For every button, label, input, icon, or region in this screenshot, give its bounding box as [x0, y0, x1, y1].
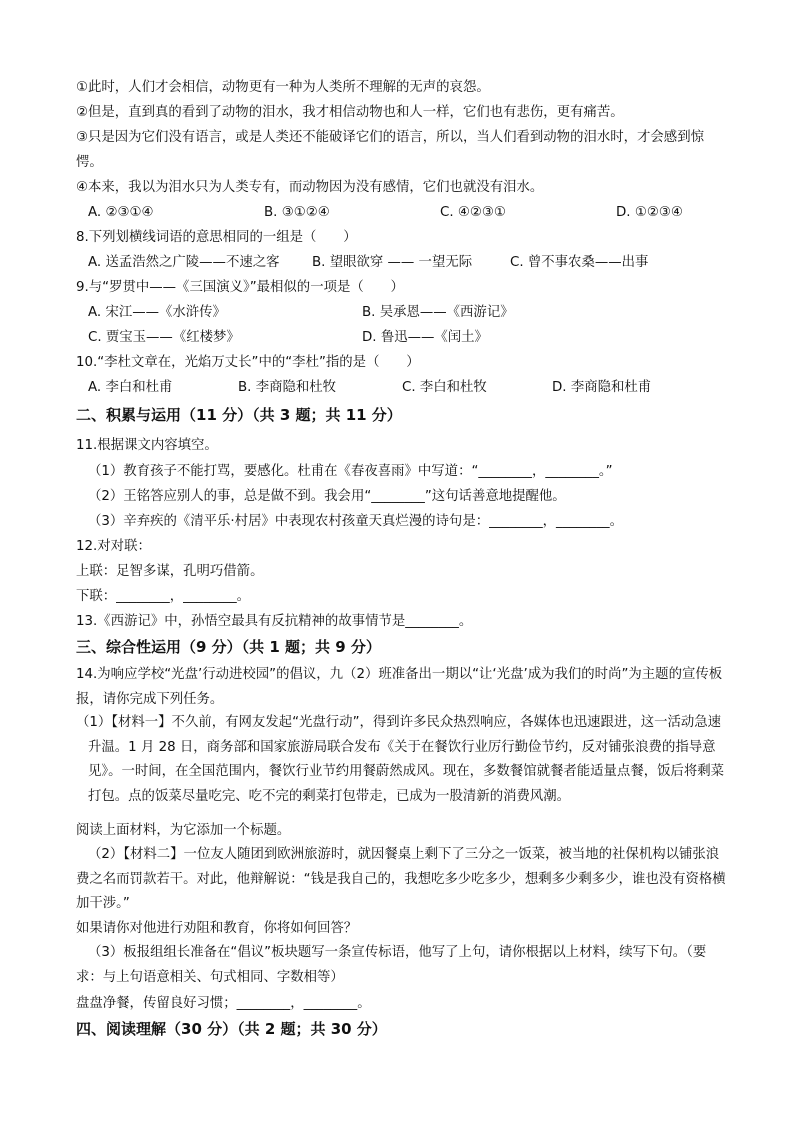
q14-material-2: （2）【材料二】一位友人随团到欧洲旅游时，就因餐桌上剩下了三分之一饭菜，被当地的社保机构以铺张浪费之名而罚款若干。对此，他辩解说：“钱是我自己的，我想吃多少吃多少，想剩多少剩多少，谁也没有资格横加干涉。”	[76, 847, 726, 912]
q7-option-a[interactable]: A. ②③①④	[88, 205, 154, 220]
q7-option-c[interactable]: C. ④②③①	[440, 205, 506, 220]
q12-upper-couplet: 上联：足智多谋，孔明巧借箭。	[76, 564, 264, 579]
q14-task-2: 如果请你对他进行劝阻和教育，你将如何回答？	[76, 921, 358, 936]
q14-part-3: （3）板报组组长准备在“倡议”板块题写一条宣传标语，他写了上句，请你根据以上材料，续写下句。（要求：与上句语意相关、句式相同、字数相等）	[76, 945, 707, 985]
q14-material-1: （1）【材料一】不久前，有网友发起“光盘行动”，得到许多民众热烈响应，各媒体也迅速跟进，这一活动急速升温。1 月 28 日，商务部和国家旅游局联合发布《关于在餐饮行业厉行勤俭节约，反对铺张浪费的指导意见》。一时间，在全国范围内，餐饮行业节约用餐蔚然成风。现在，多数餐馆就餐者能适量点餐，饭后将剩菜打包。点的饭菜尽量吃完、吃不完的剩菜打包带走，已成为一股清新的消费风潮。	[76, 715, 725, 804]
q14-stem: 14.为响应学校“光盘’行动进校园”的倡议，九（2）班准备出一期以“让‘光盘’成为我们的时尚”为主题的宣传板报，请你完成下列任务。	[76, 667, 723, 707]
q8-option-b[interactable]: B. 望眼欲穿 —— 一望无际	[312, 255, 473, 270]
q7-sentence-4: ④本来，我以为泪水只为人类专有，而动物因为没有感情，它们也就没有泪水。	[76, 180, 544, 195]
q11-part-2: （2）王铭答应别人的事，总是做不到。我会用“________”这句话善意地提醒他。	[88, 489, 566, 504]
q10-option-a[interactable]: A. 李白和杜甫	[88, 380, 173, 395]
q10-option-c[interactable]: C. 李白和杜牧	[402, 380, 487, 395]
q8-stem: 8.下列划横线词语的意思相同的一组是（ ）	[76, 230, 357, 245]
q9-option-b[interactable]: B. 吴承恩——《西游记》	[362, 305, 514, 320]
section-3-heading: 三、综合性运用（9 分）（共 1 题；共 9 分）	[76, 638, 381, 656]
q12-lower-couplet: 下联：________，________。	[76, 589, 251, 604]
q7-option-b[interactable]: B. ③①②④	[264, 205, 330, 220]
q11-stem: 11.根据课文内容填空。	[76, 438, 218, 453]
q9-option-c[interactable]: C. 贾宝玉——《红楼梦》	[88, 330, 240, 345]
q10-option-b[interactable]: B. 李商隐和杜牧	[238, 380, 337, 395]
q7-sentence-1: ①此时，人们才会相信，动物更有一种为人类所不理解的无声的哀怨。	[76, 80, 490, 95]
q8-option-a[interactable]: A. 送孟浩然之广陵——不速之客	[88, 255, 280, 270]
q9-option-d[interactable]: D. 鲁迅——《闰土》	[362, 330, 488, 345]
q11-part-3: （3）辛弃疾的《清平乐·村居》中表现农村孩童天真烂漫的诗句是：________，________。	[88, 514, 624, 529]
q8-option-c[interactable]: C. 曾不事农桑——出事	[510, 255, 649, 270]
q10-option-d[interactable]: D. 李商隐和杜甫	[552, 380, 652, 395]
q9-stem: 9.与“罗贯中——《三国演义》”最相似的一项是（ ）	[76, 280, 404, 295]
q10-stem: 10.“李杜文章在，光焰万丈长”中的“李杜”指的是（ ）	[76, 355, 420, 370]
section-4-heading: 四、阅读理解（30 分）（共 2 题；共 30 分）	[76, 1020, 387, 1038]
q11-part-1: （1）教育孩子不能打骂，要感化。杜甫在《春夜喜雨》中写道：“________，________。”	[88, 464, 613, 479]
q7-option-d[interactable]: D. ①②③④	[616, 205, 683, 220]
q9-option-a[interactable]: A. 宋江——《水浒传》	[88, 305, 226, 320]
q12-stem: 12.对对联：	[76, 539, 151, 554]
section-2-heading: 二、积累与运用（11 分）（共 3 题；共 11 分）	[76, 406, 402, 424]
q14-slogan-line: 盘盘净餐，传留良好习惯；________，________。	[76, 996, 371, 1011]
q7-sentence-3: ③只是因为它们没有语言，或是人类还不能破译它们的语言，所以，当人们看到动物的泪水时，才会感到惊愕。	[76, 130, 704, 170]
q13-stem: 13.《西游记》中，孙悟空最具有反抗精神的故事情节是________。	[76, 614, 473, 629]
q7-sentence-2: ②但是，直到真的看到了动物的泪水，我才相信动物也和人一样，它们也有悲伤，更有痛苦。	[76, 105, 624, 120]
q14-task-1: 阅读上面材料，为它添加一个标题。	[76, 823, 291, 838]
